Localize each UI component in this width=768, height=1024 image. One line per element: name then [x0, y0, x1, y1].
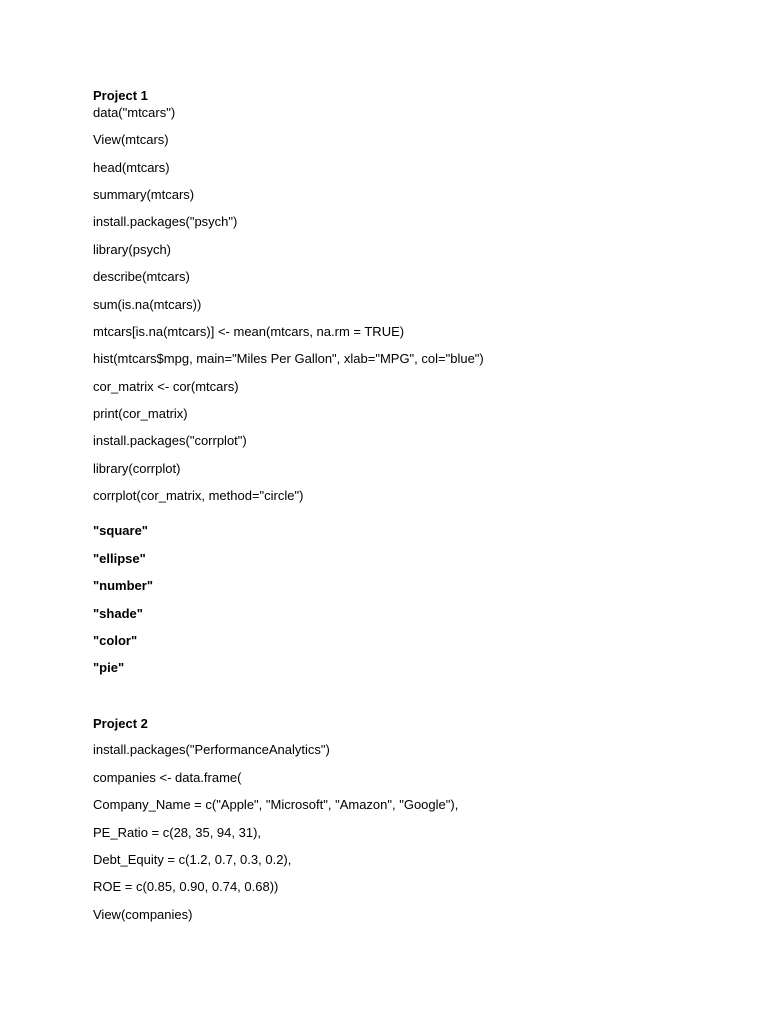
code-line: View(companies) — [93, 907, 193, 922]
code-line: data("mtcars") — [93, 105, 176, 120]
code-line: Company_Name = c("Apple", "Microsoft", "Amazon", "Google"), — [93, 797, 459, 812]
code-line: companies <- data.frame( — [93, 770, 242, 785]
code-line: install.packages("psych") — [93, 214, 238, 229]
code-line: install.packages("corrplot") — [93, 433, 247, 448]
code-line: describe(mtcars) — [93, 269, 190, 284]
code-line: ROE = c(0.85, 0.90, 0.74, 0.68)) — [93, 879, 279, 894]
code-line: install.packages("PerformanceAnalytics") — [93, 742, 330, 757]
code-line: hist(mtcars$mpg, main="Miles Per Gallon", xlab="MPG", col="blue") — [93, 351, 484, 366]
method-option: "square" — [93, 523, 148, 538]
code-line: mtcars[is.na(mtcars)] <- mean(mtcars, na.rm = TRUE) — [93, 324, 405, 339]
code-line: corrplot(cor_matrix, method="circle") — [93, 488, 304, 503]
method-option: "pie" — [93, 660, 125, 675]
code-line: head(mtcars) — [93, 160, 170, 175]
code-line: Debt_Equity = c(1.2, 0.7, 0.3, 0.2), — [93, 852, 292, 867]
method-option: "shade" — [93, 606, 143, 621]
method-option: "ellipse" — [93, 551, 146, 566]
method-option: "color" — [93, 633, 138, 648]
project-2-heading: Project 2 — [93, 716, 148, 731]
code-line: cor_matrix <- cor(mtcars) — [93, 379, 239, 394]
code-line: summary(mtcars) — [93, 187, 195, 202]
code-line: sum(is.na(mtcars)) — [93, 297, 202, 312]
code-line: PE_Ratio = c(28, 35, 94, 31), — [93, 825, 262, 840]
code-line: library(psych) — [93, 242, 172, 257]
code-line: print(cor_matrix) — [93, 406, 188, 421]
project-1-heading: Project 1 — [93, 88, 148, 103]
code-line: View(mtcars) — [93, 132, 169, 147]
method-option: "number" — [93, 578, 153, 593]
code-line: library(corrplot) — [93, 461, 181, 476]
